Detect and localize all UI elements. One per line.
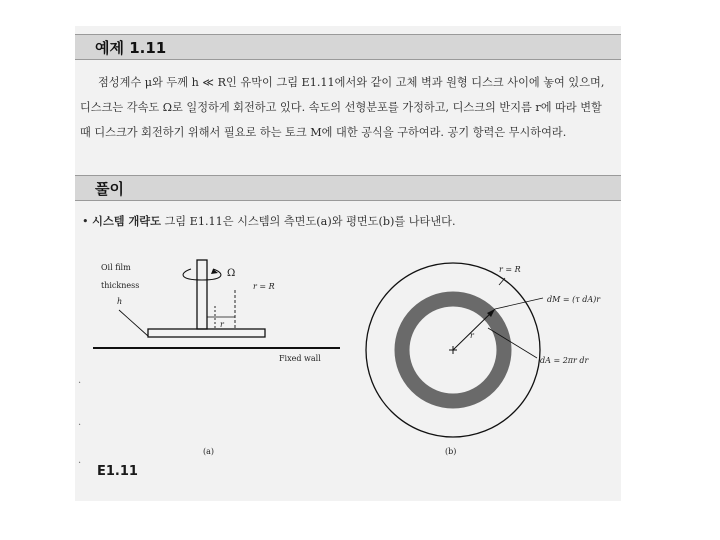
top-view-diagram	[366, 263, 601, 456]
oil-film-h-label: h	[117, 297, 123, 306]
omega-label: Ω	[227, 268, 236, 279]
problem-statement: 점성계수 μ와 두께 h ≪ R인 유막이 그림 E1.11에서와 같이 고체 벽과 원형 디스크 사이에 놓여 있으며, 디스크는 각속도 Ω로 일정하게 회전하고 있다. 속도의 선형분포를 가정하고, 디스크의 반지름 r에 따라 변할 때 디스크가 회전하기 위해서 필요로 하는 토크 M에 대한 공식을 구하여라. 공기 항력은 무시하여라.	[80, 76, 605, 139]
caption-b: (b)	[445, 447, 457, 456]
margin-mark: ·	[78, 458, 82, 469]
disk-side	[148, 329, 265, 337]
figure-label: E1.11	[97, 464, 138, 479]
solution-header-bar	[75, 175, 621, 201]
rotation-arrow-icon	[183, 269, 221, 280]
side-view-diagram	[93, 260, 340, 456]
dA-leader	[488, 328, 537, 358]
oil-film-label-2: thickness	[101, 281, 140, 290]
dM-leader	[495, 298, 543, 309]
shaft	[197, 260, 207, 329]
radius-line-b	[453, 309, 495, 350]
bullet-icon: •	[82, 215, 89, 228]
dA-label: dA = 2πr dr	[540, 356, 589, 365]
R-leader	[499, 278, 505, 285]
oil-film-label-1: Oil film	[101, 263, 131, 272]
oil-film-leader	[119, 310, 148, 336]
caption-a: (a)	[203, 447, 215, 456]
overview-label: 시스템 개략도	[92, 215, 161, 228]
system-overview	[82, 213, 612, 229]
overview-text: 그림 E1.11은 시스템의 측면도(a)와 평면도(b)를 나타낸다.	[164, 215, 456, 228]
r-equals-R-label-b: r = R	[499, 265, 521, 274]
example-title: 예제 1.11	[95, 39, 167, 57]
fixed-wall-label: Fixed wall	[279, 354, 321, 363]
margin-mark: ·	[78, 378, 82, 389]
margin-mark: ·	[78, 420, 82, 431]
solution-title: 풀이	[95, 180, 124, 198]
r-equals-R-label-a: r = R	[253, 282, 275, 291]
r-label-b: r	[470, 331, 474, 340]
dM-label: dM = (τ dA)r	[547, 295, 601, 304]
figure-e1-11	[75, 240, 621, 465]
r-label-a: r	[220, 320, 224, 329]
